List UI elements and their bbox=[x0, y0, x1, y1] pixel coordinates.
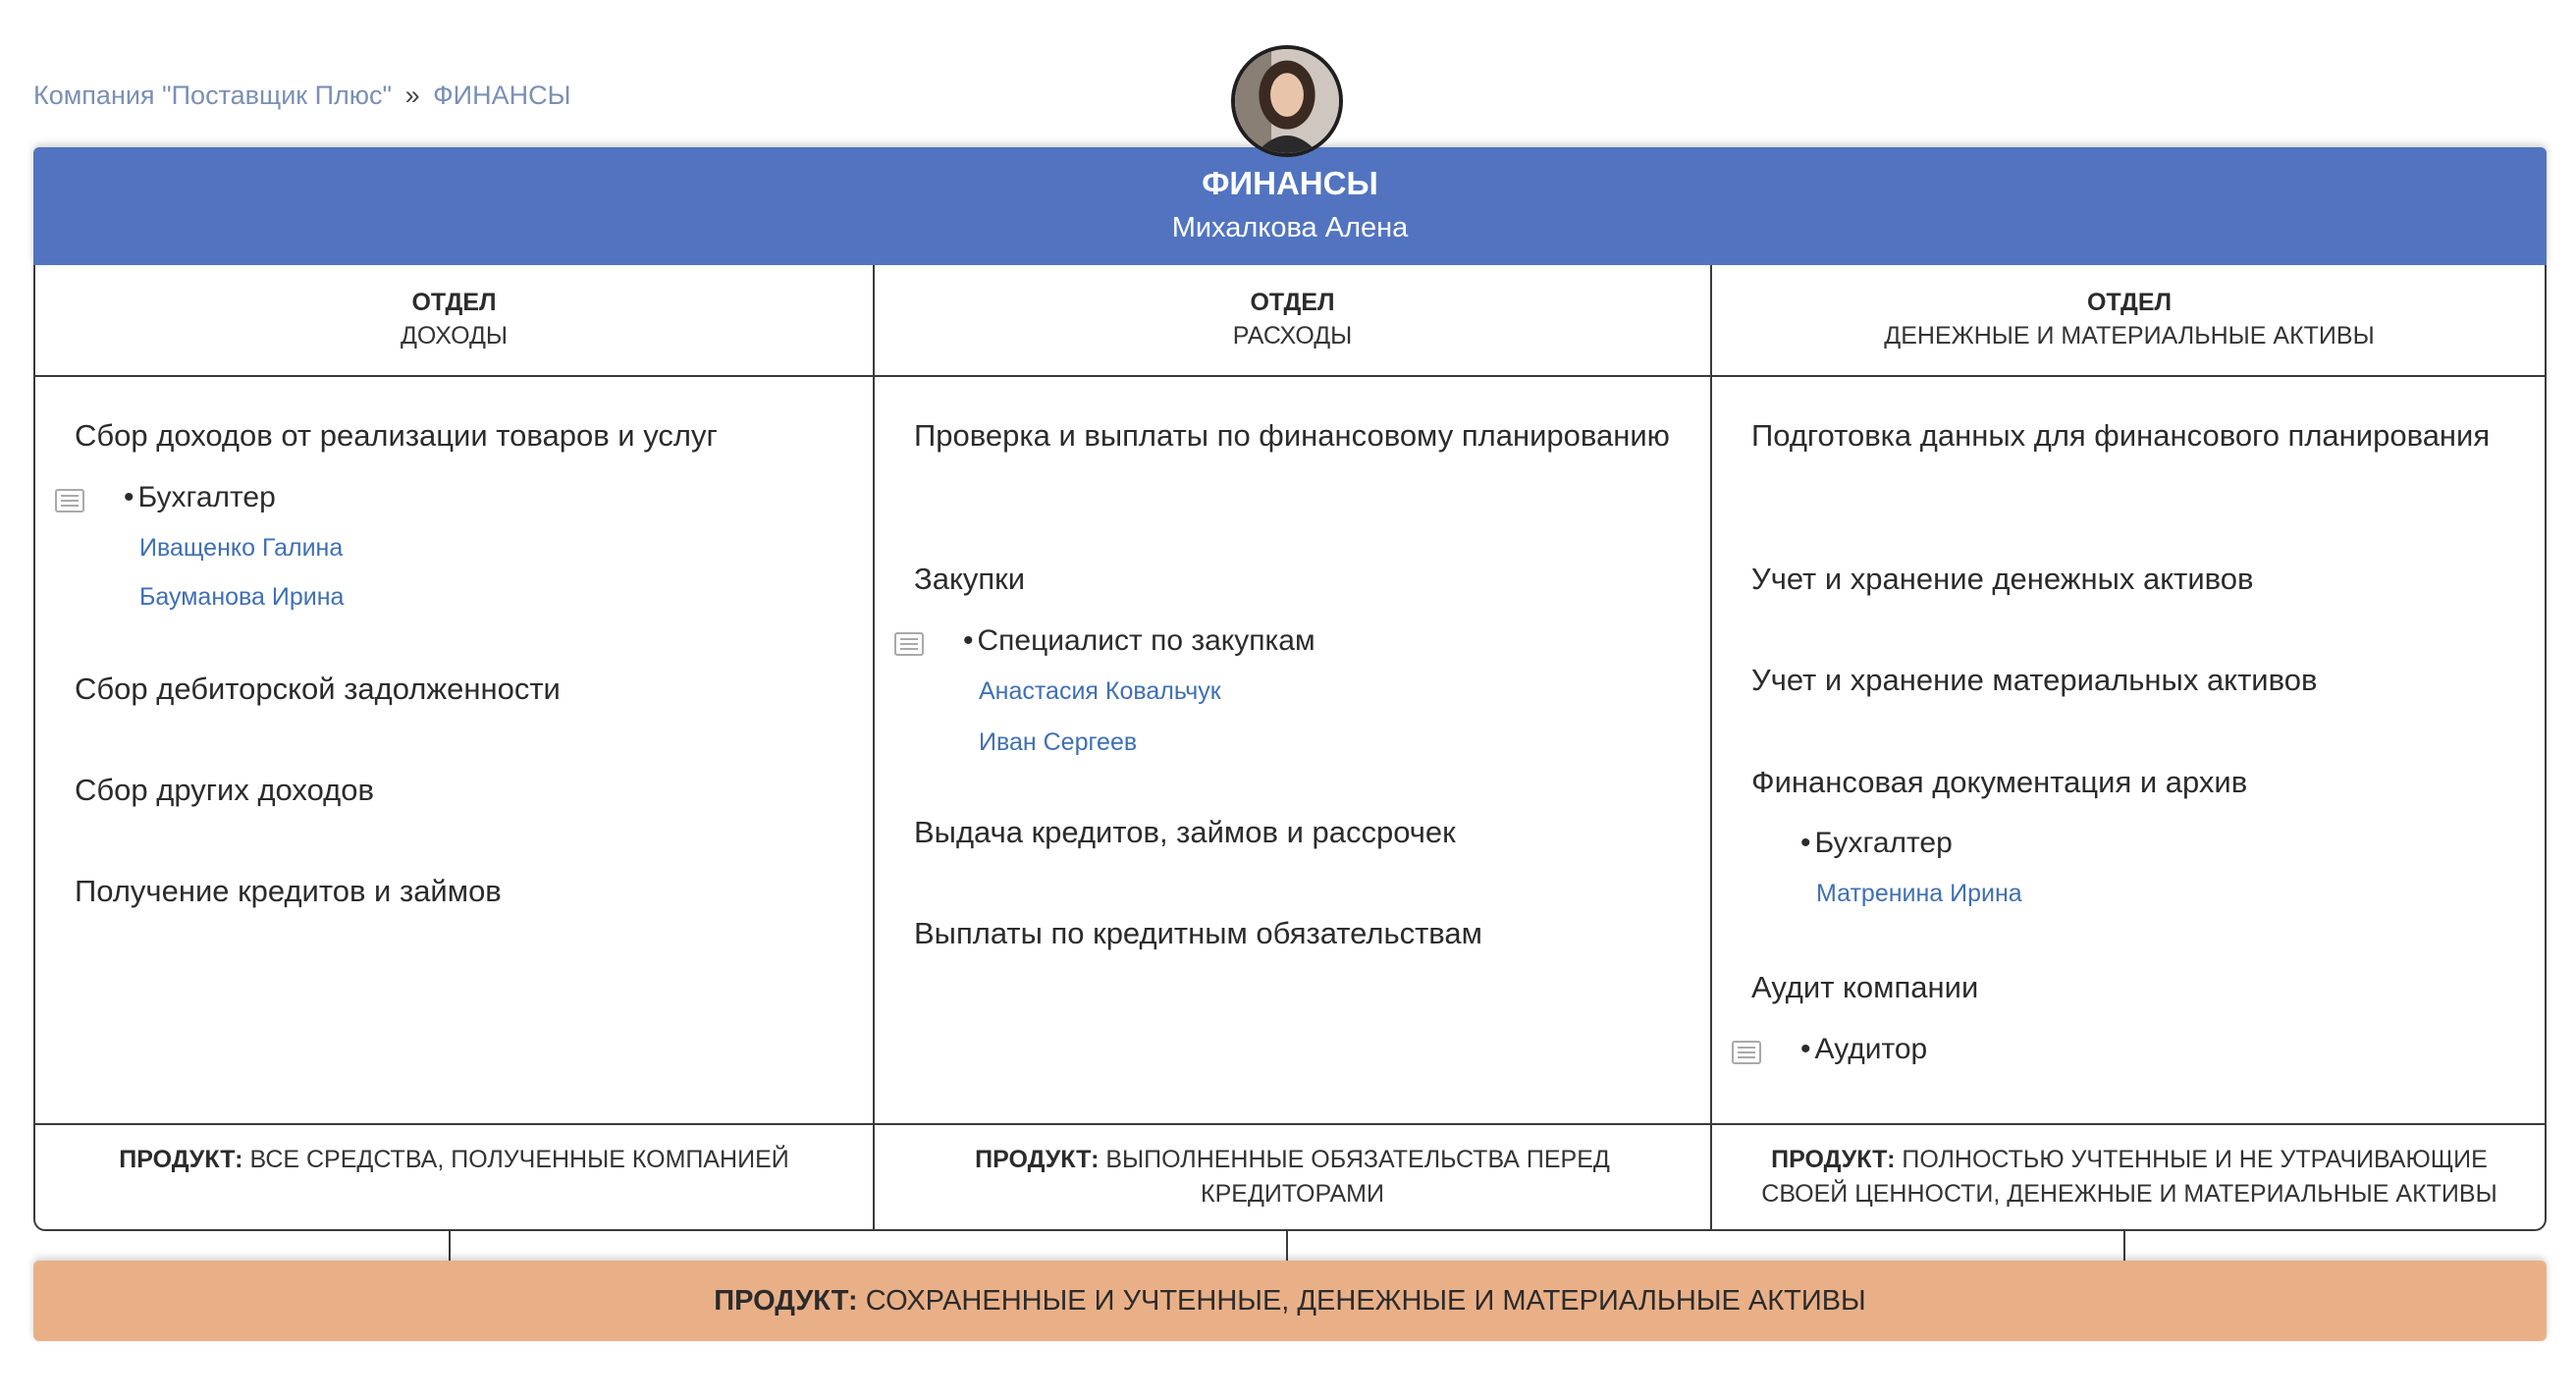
list-icon[interactable] bbox=[894, 632, 924, 656]
department-name: ДЕНЕЖНЫЕ И МАТЕРИАЛЬНЫЕ АКТИВЫ bbox=[1884, 322, 2375, 350]
function-item: Проверка и выплаты по финансовому планированию bbox=[914, 418, 1670, 453]
division-product-bar bbox=[33, 1261, 2547, 1341]
employee-link[interactable]: Иващенко Галина bbox=[139, 534, 344, 562]
list-icon[interactable] bbox=[1732, 1041, 1761, 1064]
product-label: ПРОДУКТ: bbox=[975, 1146, 1100, 1173]
product-text: ПОЛНОСТЬЮ УЧТЕННЫЕ И НЕ УТРАЧИВАЮЩИЕ СВОЕЙ ЦЕННОСТИ, ДЕНЕЖНЫЕ И МАТЕРИАЛЬНЫЕ АКТИВЫ bbox=[1761, 1146, 2497, 1208]
breadcrumb bbox=[33, 81, 571, 111]
avatar-photo-icon bbox=[1235, 49, 1339, 153]
department-product bbox=[875, 1123, 1710, 1229]
division-product-text: СОХРАНЕННЫЕ И УЧТЕННЫЕ, ДЕНЕЖНЫЕ И МАТЕРИАЛЬНЫЕ АКТИВЫ bbox=[865, 1285, 1866, 1317]
department-column-income bbox=[35, 265, 873, 1229]
function-item: Учет и хранение материальных активов bbox=[1751, 663, 2318, 697]
employee-link[interactable]: Иван Сергеев bbox=[979, 728, 1138, 756]
department-product bbox=[35, 1123, 873, 1229]
function-item: Сбор дебиторской задолженности bbox=[75, 672, 561, 706]
role-item: • Специалист по закупкам bbox=[963, 624, 1315, 657]
departments-grid bbox=[33, 265, 2547, 1231]
employee-link[interactable]: Анастасия Ковальчук bbox=[979, 677, 1221, 705]
department-product bbox=[1712, 1123, 2547, 1229]
department-manager[interactable]: Михалкова Алена bbox=[1171, 212, 1409, 243]
product-text: ВЫПОЛНЕННЫЕ ОБЯЗАТЕЛЬСТВА ПЕРЕД КРЕДИТОРАМИ bbox=[1105, 1146, 1610, 1208]
department-column-assets bbox=[1710, 265, 2547, 1229]
role-item: • Аудитор bbox=[1800, 1033, 1928, 1065]
employee-link[interactable]: Матренина Ирина bbox=[1816, 880, 2022, 907]
list-icon[interactable] bbox=[55, 489, 84, 512]
function-item: Аудит компании bbox=[1751, 970, 1979, 1004]
function-item: Сбор доходов от реализации товаров и услуг bbox=[75, 418, 718, 453]
department-label: ОТДЕЛ bbox=[411, 289, 497, 316]
function-item: Выплаты по кредитным обязательствам bbox=[914, 916, 1482, 950]
connector-line bbox=[1286, 1231, 1288, 1261]
function-item: Получение кредитов и займов bbox=[75, 874, 502, 908]
product-label: ПРОДУКТ: bbox=[714, 1285, 858, 1317]
department-title: ФИНАНСЫ bbox=[1202, 165, 1378, 201]
department-label: ОТДЕЛ bbox=[1250, 289, 1335, 316]
product-label: ПРОДУКТ: bbox=[119, 1146, 243, 1173]
department-header bbox=[33, 147, 2547, 265]
employee-link[interactable]: Бауманова Ирина bbox=[139, 583, 345, 611]
breadcrumb-separator: » bbox=[404, 81, 420, 110]
department-name: ДОХОДЫ bbox=[400, 322, 509, 350]
department-name: РАСХОДЫ bbox=[1232, 322, 1353, 350]
function-item: Подготовка данных для финансового планирования bbox=[1751, 418, 2491, 453]
connector-line bbox=[2123, 1231, 2125, 1261]
function-item: Финансовая документация и архив bbox=[1751, 765, 2248, 799]
department-column-expenses bbox=[873, 265, 1710, 1229]
function-item: Закупки bbox=[914, 562, 1026, 596]
role-item: • Бухгалтер bbox=[124, 481, 276, 513]
breadcrumb-current[interactable]: ФИНАНСЫ bbox=[433, 81, 571, 110]
department-header-cell bbox=[875, 265, 1710, 377]
function-item: Выдача кредитов, займов и рассрочек bbox=[914, 815, 1456, 849]
department-header-cell bbox=[1712, 265, 2547, 377]
role-item: • Бухгалтер bbox=[1800, 827, 1953, 859]
department-label: ОТДЕЛ bbox=[2086, 289, 2173, 316]
connector-line bbox=[449, 1231, 451, 1261]
function-item: Сбор других доходов bbox=[75, 773, 374, 807]
manager-avatar[interactable] bbox=[1231, 45, 1343, 157]
department-header-cell bbox=[35, 265, 873, 377]
function-item: Учет и хранение денежных активов bbox=[1751, 562, 2254, 596]
product-text: ВСЕ СРЕДСТВА, ПОЛУЧЕННЫЕ КОМПАНИЕЙ bbox=[249, 1146, 789, 1173]
product-label: ПРОДУКТ: bbox=[1771, 1146, 1896, 1173]
breadcrumb-company-link[interactable]: Компания "Поставщик Плюс" bbox=[33, 81, 393, 110]
